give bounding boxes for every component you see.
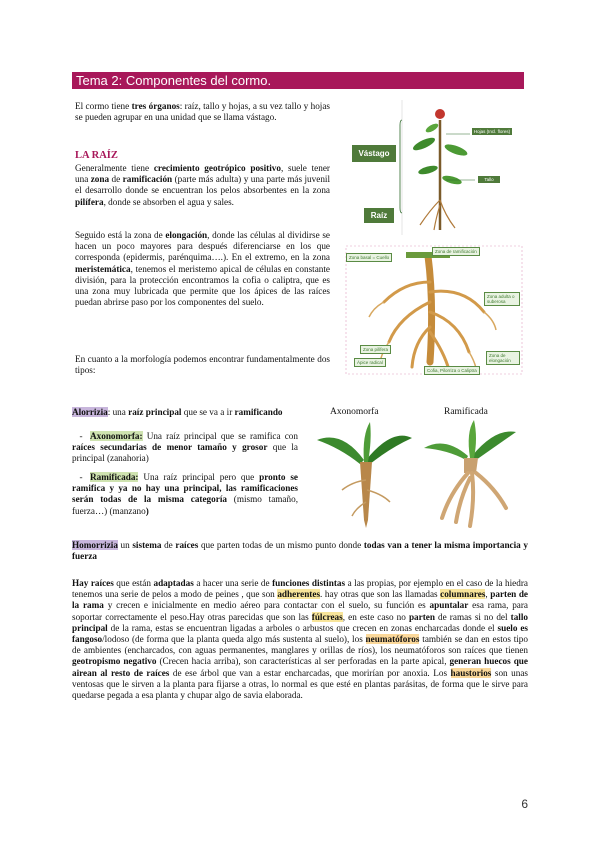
label-apice: Ápice radical — [354, 358, 386, 367]
raiz-paragraph-1: Generalmente tiene crecimiento geotrópico positivo, suele tener una zona de ramificación (parte más adulta) y una parte más juvenil el desarrollo donde se encuentran los pelos absorbentes en la zona pilífera, donde se absorben el agua y sales. — [75, 163, 331, 207]
label-cofia: Cofia, Pilorriza o Caliptra — [424, 366, 480, 375]
label-zona-adulta: Zona adulta o suberosa — [484, 292, 520, 306]
label-zona-elongacion: Zona de elongación — [486, 351, 520, 365]
page-title: Tema 2: Componentes del cormo. — [76, 73, 272, 88]
raiz-paragraph-2: Seguido está la zona de elongación, donde las células al dividirse se hacen un poco mayores para después diferenciarse en los que corresponda (epidermis, parénquima….). En el extremo, en la zona meristemática, tenemos el meristemo apical de células en constante división, para la protección encontramos la cofia o caliptra, que es una zona muy lubricada que permite que los ápices de las raíces puedan abrirse paso por los componentes del suelo. — [75, 230, 330, 308]
label-raiz: Raíz — [364, 208, 394, 223]
ramificada-paragraph: - Ramificada: Una raíz principal pero que pronto se ramifica y ya no hay una principal, las ramificaciones serán todas de la misma categoría (mismo tamaño, fuerza…) (manzano) — [72, 472, 299, 516]
ramificada-illustration — [420, 418, 520, 530]
adaptadas-paragraph: Hay raíces que están adaptadas a hacer una serie de funciones distintas a las propias, por ejemplo en el caso de la hiedra tenemos una serie de pelos a modo de peines , que son adherentes. hay otras que son las llamadas columnares, parten de la rama y crecen e inicialmente en medio aéreo para contactar con el suelo, su función es apuntalar esa rama, para soportar correctamente el peso.Hay otras parecidas que son las fúlcreas, en este caso no parten de ramas si no del tallo principal de la rama, estas se encuentran ligadas a arboles o arbustos que crecen en zonas encharcadas donde el suelo es fangoso/lodoso (de forma que la planta queda algo más sustenta al suelo), los neumatóforos también se dan en estos tipo de ambientes (encharcados, con aguas permanentes, manglares y orillas de ríos), los neumatóforos son raíces que tienen geotropismo negativo (Crecen hacia arriba), son características al ser perforadas en la parte apical, generan huecos que airean al resto de raíces de ese árbol que van a estar encharcadas, que morirían por anoxia. Los haustorios son unas ventosas que le sirven a la planta para fijarse a otras, lo normal es que esté en plantas parásitas, de forma que le sirve para quedarse pegada a esa planta y chupar algo de savia elaborada. — [72, 578, 529, 701]
caption-ramificada: Ramificada — [444, 407, 488, 417]
raiz-paragraph-3: En cuanto a la morfología podemos encontrar fundamentalmente dos tipos: — [75, 354, 330, 376]
page-number: 6 — [521, 797, 528, 811]
label-zona-ramificacion: Zona de ramificación — [432, 247, 480, 256]
label-zona-pilifera: Zona pilífera — [360, 345, 391, 354]
axonomorfa-paragraph: - Axonomorfa: Una raíz principal que se ramifica con raíces secundarias de menor tamaño y grosor que la principal (zanahoria) — [72, 431, 298, 464]
label-vastago: Vástago — [352, 145, 396, 162]
axonomorfa-illustration — [312, 420, 417, 530]
raiz-heading: LA RAÍZ — [75, 150, 118, 161]
homorrizia-paragraph: Homorrizia un sistema de raíces que parten todas de un mismo punto donde todas van a tener la misma importancia y fuerza — [72, 540, 528, 562]
axonomorfa-root-image — [312, 420, 417, 530]
label-tallo: Tallo — [478, 176, 500, 183]
label-zona-basal: Zona basal = Cuello — [346, 253, 392, 262]
label-hojas: Hojas (Incl. flores) — [473, 129, 511, 134]
ramificada-root-image — [420, 418, 520, 530]
caption-axonomorfa: Axonomorfa — [330, 407, 379, 417]
alorrizia-paragraph: Alorrizia: una raíz principal que se va a ir ramificando — [72, 407, 283, 417]
intro-paragraph: El cormo tiene tres órganos: raíz, tallo y hojas, a su vez tallo y hojas se pueden agrupar en una unidad que se llama vástago. — [75, 101, 330, 123]
